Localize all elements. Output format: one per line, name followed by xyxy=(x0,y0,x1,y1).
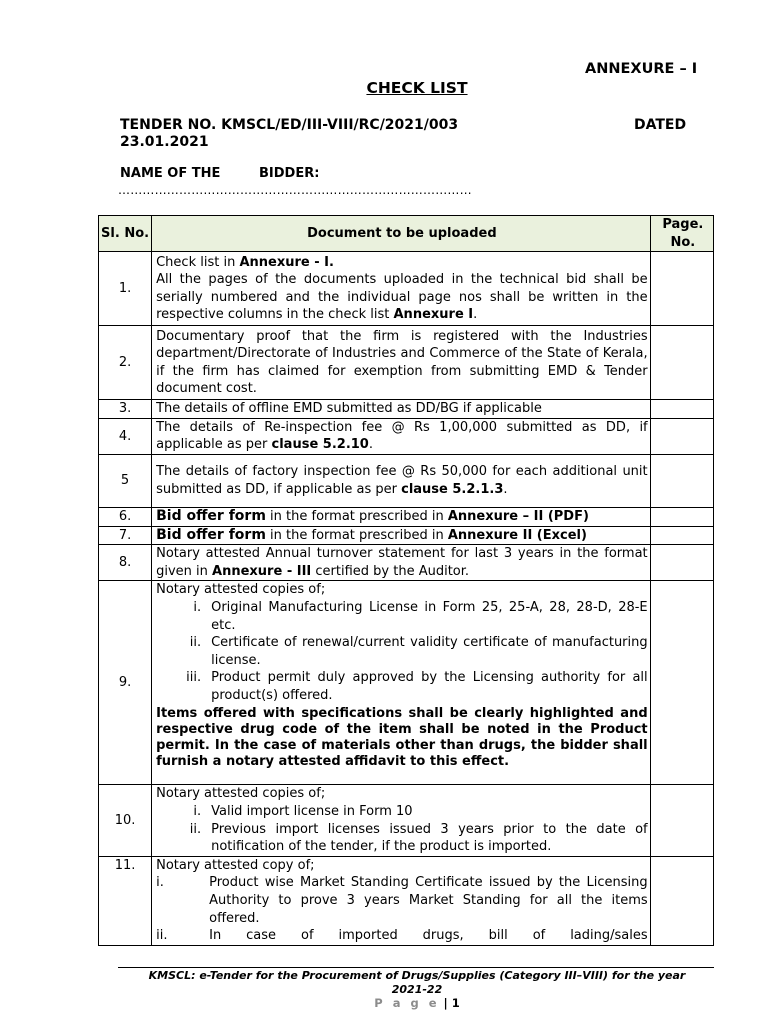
list-item-number: ii. xyxy=(156,928,168,944)
page-separator: | xyxy=(439,996,452,1010)
row-document xyxy=(152,581,651,785)
row-sl: 6. xyxy=(99,507,152,526)
table-row xyxy=(99,418,714,454)
row-text: All the pages of the documents uploaded in the technical bid shall be serially numbered and the individual page nos shall be written in the respective columns in the check list xyxy=(156,272,648,323)
page-number-cell[interactable] xyxy=(650,545,713,581)
page-number-cell[interactable] xyxy=(650,507,713,526)
page-number xyxy=(0,996,770,1010)
list-item-text: Product permit duly approved by the Licensing authority for all product(s) offered. xyxy=(211,670,648,703)
row-text-bold: Annexure – II (PDF) xyxy=(447,509,589,525)
list-item-number: i. xyxy=(156,875,164,891)
list-item-number: ii. xyxy=(189,821,202,837)
page-number-cell[interactable] xyxy=(650,581,713,785)
table-row xyxy=(99,507,714,526)
row-sl: 8. xyxy=(99,545,152,581)
row-text-bold: Annexure I xyxy=(393,307,474,323)
table-row xyxy=(99,252,714,326)
table-row xyxy=(99,454,714,507)
row-document: The details of offline EMD submitted as DD/BG if applicable xyxy=(152,400,651,419)
list-item-text: Original Manufacturing License in Form 25, 25-A, 28, 28-D, 28-E etc. xyxy=(211,599,648,633)
page-word: P a g e xyxy=(374,996,440,1010)
list-item xyxy=(156,599,648,634)
table-row xyxy=(99,400,714,419)
row-line xyxy=(156,254,648,272)
row-document xyxy=(152,856,651,945)
page-number-cell[interactable] xyxy=(650,418,713,454)
row-text-bold: clause 5.2.10 xyxy=(271,437,369,453)
row-sl: 5 xyxy=(99,454,152,507)
row-sl: 2. xyxy=(99,326,152,400)
row-text-bold: Bid offer form xyxy=(156,508,266,525)
bidder-label: BIDDER: xyxy=(259,166,320,181)
page-number-cell[interactable] xyxy=(650,856,713,945)
row-text-bold: clause 5.2.1.3 xyxy=(401,481,504,497)
row-text-bold: Bid offer form xyxy=(156,526,266,543)
checklist-table xyxy=(98,215,714,946)
list-item xyxy=(156,669,648,704)
row-text-bold: Annexure - I. xyxy=(239,254,334,270)
row-sl: 4. xyxy=(99,418,152,454)
row-sl: 10. xyxy=(99,785,152,856)
list-item-number: i. xyxy=(193,599,202,615)
row-text: certified by the Auditor. xyxy=(311,563,470,579)
row-sl: 7. xyxy=(99,526,152,545)
row-document xyxy=(152,507,651,526)
list-item xyxy=(156,821,648,856)
bidder-name-blank: …………………………………………………………………………… xyxy=(118,183,472,197)
row-sl: 11. xyxy=(99,856,152,945)
list-item xyxy=(156,927,648,945)
table-row xyxy=(99,545,714,581)
page-number-cell[interactable] xyxy=(650,326,713,400)
row-document: Documentary proof that the firm is registered with the Industries department/Directorate of Industries and Commerce of the State of Kerala, if the firm has claimed for exemption from submitting EMD & Tender document cost. xyxy=(152,326,651,400)
list-item xyxy=(156,874,648,927)
row-text: The details of factory inspection fee @ Rs 50,000 for each additional unit submitted as DD, if applicable as per xyxy=(156,464,648,497)
list-item-number: ii. xyxy=(189,635,202,651)
row-text-bold: Annexure - III xyxy=(212,563,312,579)
table-header-row xyxy=(99,216,714,252)
list-item-number: i. xyxy=(193,803,202,819)
row-document xyxy=(152,545,651,581)
footer-text: KMSCL: e-Tender for the Procurement of Drugs/Supplies (Category III–VIII) for the year xyxy=(148,969,686,982)
page-number-cell[interactable] xyxy=(650,785,713,856)
row-text: The details of Re-inspection fee @ Rs 1,00,000 submitted as DD, if applicable as per xyxy=(156,419,648,453)
list-item-text: Certificate of renewal/current validity certificate of manufacturing license. xyxy=(211,635,648,668)
col-header-page: Page. No. xyxy=(650,216,713,252)
row-document xyxy=(152,526,651,545)
col-header-sl: Sl. No. xyxy=(99,216,152,252)
tender-date: 23.01.2021 xyxy=(120,134,209,150)
page-title: CHECK LIST xyxy=(366,79,468,97)
list-item-number: iii. xyxy=(186,670,202,686)
row-line xyxy=(156,271,648,324)
table-row xyxy=(99,526,714,545)
row-text-bold: Annexure II (Excel) xyxy=(447,527,587,543)
list-item-text: In case of imported drugs, bill of lading/sales xyxy=(209,928,648,944)
row-sl: 9. xyxy=(99,581,152,785)
list-item-text: Product wise Market Standing Certificate issued by the Licensing Authority to prove 3 years Market Standing for all the items offered. xyxy=(209,875,648,926)
row-text: in the format prescribed in xyxy=(265,509,448,525)
row-intro: Notary attested copy of; xyxy=(156,857,315,873)
row-text: Notary attested Annual turnover statement for last 3 years in the format given in xyxy=(156,546,648,579)
row-text: in the format prescribed in xyxy=(265,527,448,543)
row-note: Items offered with specifications shall be clearly highlighted and respective drug code of the item shall be noted in the Product permit. In the case of materials other than drugs, the bidder shall furnish a notary attested affidavit to this effect. xyxy=(156,705,648,769)
page-number-cell[interactable] xyxy=(650,252,713,326)
row-text: Check list in xyxy=(156,254,240,270)
table-row xyxy=(99,326,714,400)
footer-divider xyxy=(118,967,714,968)
row-document xyxy=(152,252,651,326)
col-header-document: Document to be uploaded xyxy=(152,216,651,252)
row-text: . xyxy=(368,437,373,453)
table-row xyxy=(99,785,714,856)
row-document xyxy=(152,454,651,507)
table-row xyxy=(99,856,714,945)
row-document xyxy=(152,418,651,454)
footer-year: 2021-22 xyxy=(391,983,443,996)
row-intro: Notary attested copies of; xyxy=(156,582,326,598)
bidder-name-label: NAME OF THE xyxy=(120,166,221,181)
tender-number: TENDER NO. KMSCL/ED/III-VIII/RC/2021/003 xyxy=(120,117,459,133)
dated-label: DATED xyxy=(634,117,687,133)
page-number-cell[interactable] xyxy=(650,454,713,507)
page-number-cell[interactable] xyxy=(650,400,713,419)
page-number-cell[interactable] xyxy=(650,526,713,545)
row-document xyxy=(152,785,651,856)
row-text: . xyxy=(473,307,478,323)
row-text: . xyxy=(503,481,508,497)
list-item-text: Valid import license in Form 10 xyxy=(211,803,413,819)
table-row xyxy=(99,581,714,785)
annexure-heading: ANNEXURE – I xyxy=(585,61,698,77)
list-item-text: Previous import licenses issued 3 years prior to the date of notification of the tender, if the product is imported. xyxy=(211,821,648,855)
row-intro: Notary attested copies of; xyxy=(156,786,326,802)
list-item xyxy=(156,803,648,821)
page-number-value: 1 xyxy=(451,996,460,1010)
row-sl: 3. xyxy=(99,400,152,419)
list-item xyxy=(156,634,648,669)
row-sl: 1. xyxy=(99,252,152,326)
